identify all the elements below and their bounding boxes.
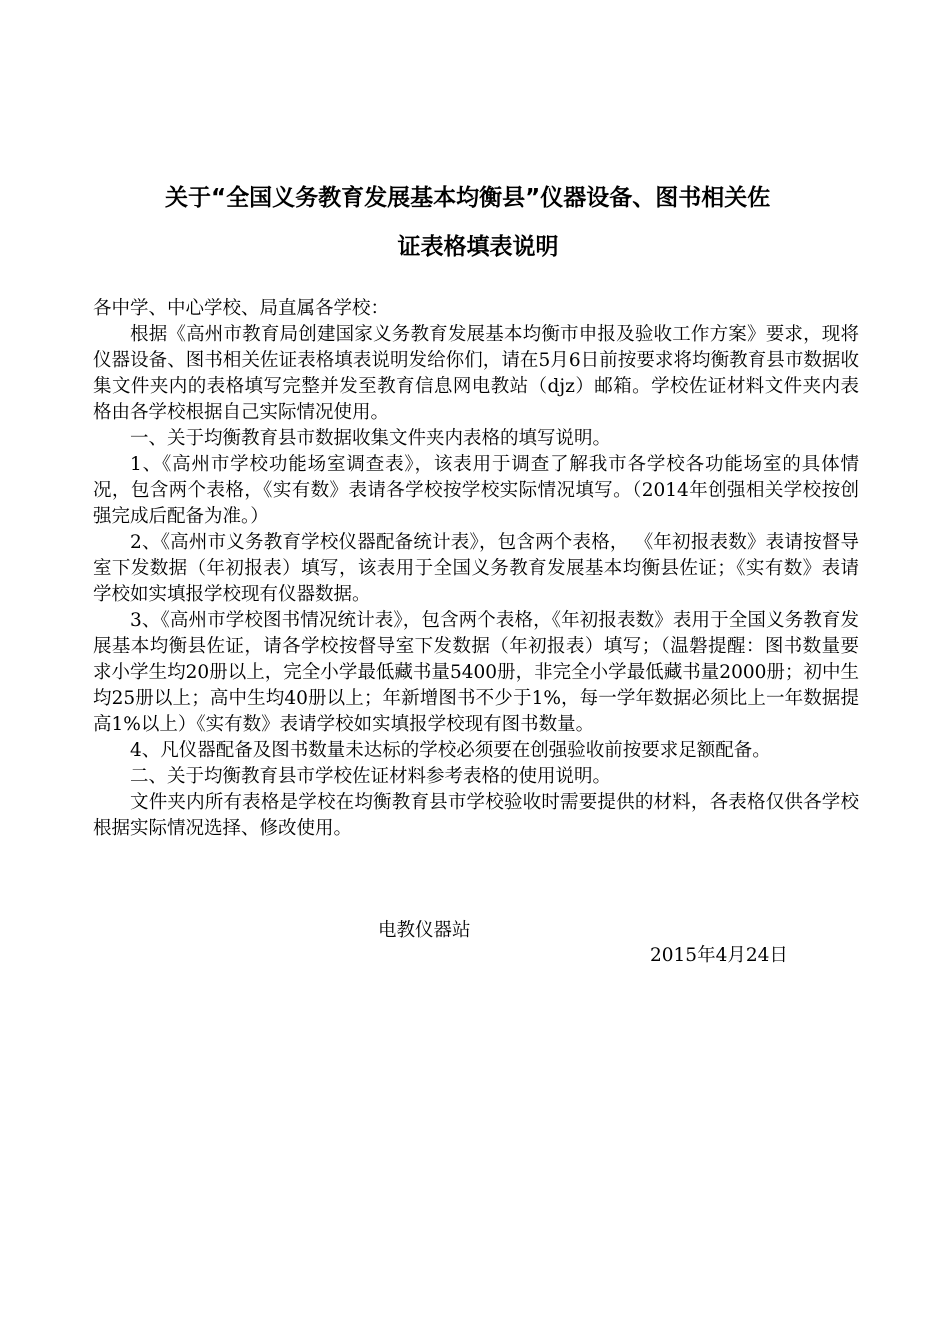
document-title-line-2: 证表格填表说明 xyxy=(397,234,559,260)
section-heading-1: 一、关于均衡教育县市数据收集文件夹内表格的填写说明。 xyxy=(130,428,612,449)
document-title-line-1: 关于“全国义务教育发展基本均衡县”仪器设备、图书相关佐 xyxy=(165,185,771,211)
paragraph-item-1: 1、《高州市学校功能场室调查表》，该表用于调查了解我市各学校各功能场室的具体情况，包含两个表格，《实有数》表请各学校按学校实际情况填写。（2014年创强相关学校按创强完成后配备为准。） xyxy=(93,454,859,527)
signature: 电教仪器站 xyxy=(378,920,471,941)
paragraph-item-3: 3、《高州市学校图书情况统计表》，包含两个表格，《年初报表数》表用于全国义务教育发展基本均衡县佐证，请各学校按督导室下发数据（年初报表）填写；（温磐提醒：图书数量要求小学生均20册以上，完全小学最低藏书量5400册，非完全小学最低藏书量2000册；初中生均25册以上；高中生均40册以上；年新增图书不少于1%，每一学年数据必须比上一年数据提高1%以上）《实有数》表请学校如实填报学校现有图书数量。 xyxy=(93,610,859,735)
paragraph-item-4: 4、凡仪器配备及图书数量未达标的学校必须要在创强验收前按要求足额配备。 xyxy=(130,740,771,761)
paragraph-intro: 根据《高州市教育局创建国家义务教育发展基本均衡市申报及验收工作方案》要求，现将仪器设备、图书相关佐证表格填表说明发给你们，请在5月6日前按要求将均衡教育县市数据收集文件夹内的表格填写完整并发至教育信息网电教站（djz）邮箱。学校佐证材料文件夹内表格由各学校根据自己实际情况使用。 xyxy=(93,324,859,423)
paragraph-closing: 文件夹内所有表格是学校在均衡教育县市学校验收时需要提供的材料，各表格仅供各学校根据实际情况选择、修改使用。 xyxy=(93,792,859,839)
document-body xyxy=(93,296,859,842)
section-heading-2: 二、关于均衡教育县市学校佐证材料参考表格的使用说明。 xyxy=(130,766,612,787)
paragraph-item-2: 2、《高州市义务教育学校仪器配备统计表》，包含两个表格， 《年初报表数》表请按督导室下发数据（年初报表）填写，该表用于全国义务教育发展基本均衡县佐证；《实有数》表请学校如实填报学校现有仪器数据。 xyxy=(93,532,859,605)
salutation: 各中学、中心学校、局直属各学校： xyxy=(93,298,390,319)
document-date: 2015年4月24日 xyxy=(650,945,788,966)
